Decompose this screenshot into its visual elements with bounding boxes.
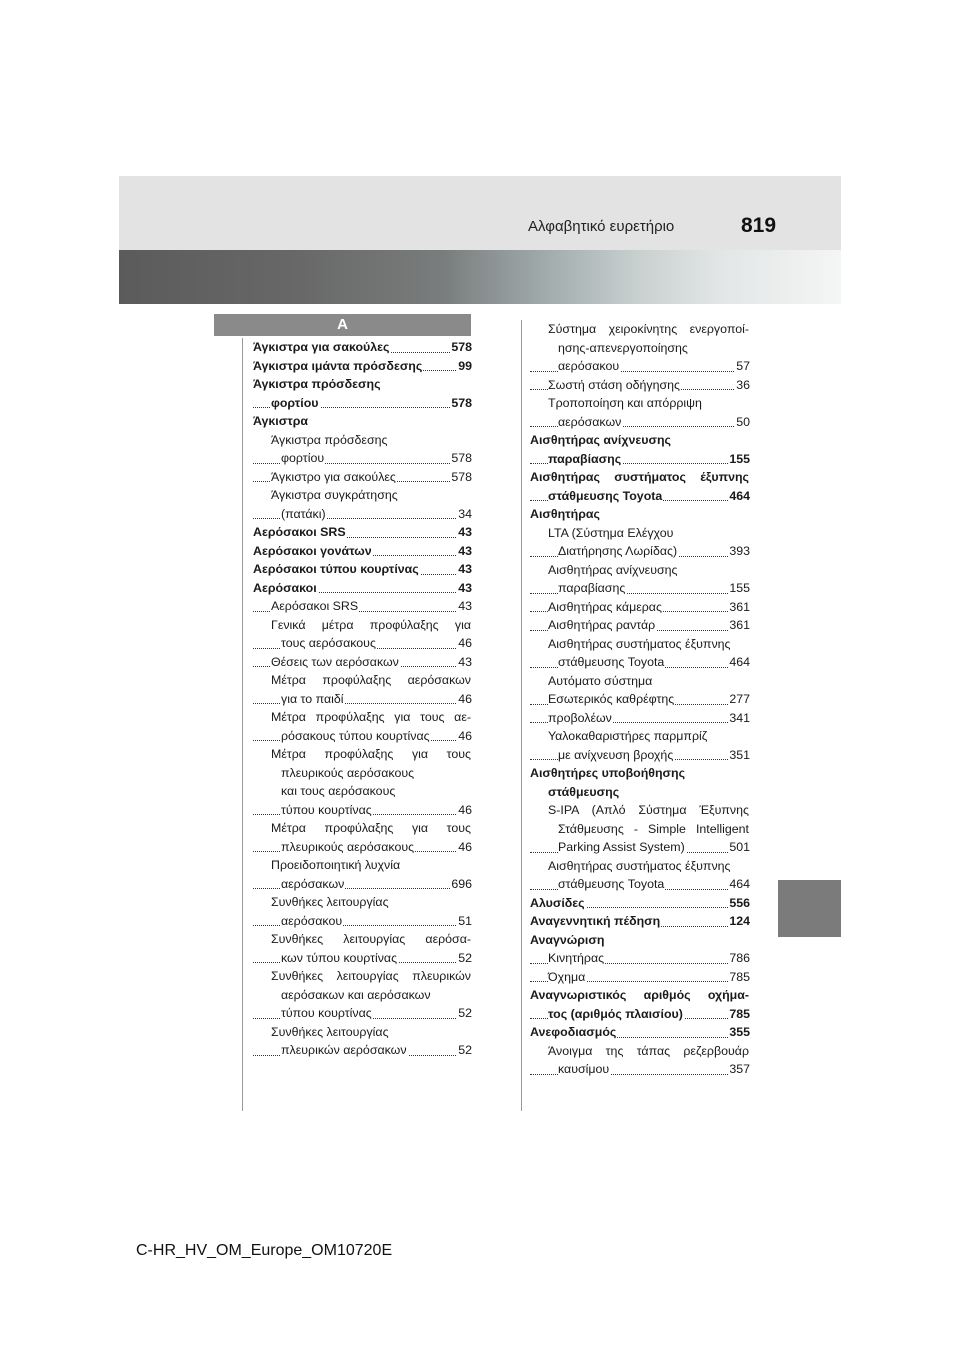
index-entry bbox=[253, 394, 472, 413]
index-entry-page: 578 bbox=[450, 338, 472, 357]
index-entry-page: 464 bbox=[728, 875, 750, 894]
index-entry bbox=[530, 598, 750, 617]
index-entry bbox=[253, 523, 472, 542]
index-entry-term: Άγκιστρα ιμάντα πρόσδεσης bbox=[253, 358, 423, 373]
index-entry-page: 43 bbox=[457, 597, 472, 616]
index-entry bbox=[253, 338, 472, 357]
index-entry bbox=[530, 320, 750, 339]
index-entry bbox=[530, 727, 750, 746]
index-entry bbox=[530, 394, 750, 413]
index-entry-term: Όχημα bbox=[548, 969, 586, 984]
index-entry bbox=[530, 653, 750, 672]
index-entry bbox=[530, 912, 750, 931]
index-entry-page: 578 bbox=[450, 449, 472, 468]
index-entry-term: Άνοιγμα της τάπας ρεζερβουάρ bbox=[548, 1043, 749, 1058]
index-entry-page: 46 bbox=[457, 634, 472, 653]
index-entry bbox=[253, 1041, 472, 1060]
index-entry-term: Άγκιστρα συγκράτησης bbox=[271, 488, 398, 502]
index-entry-page: 50 bbox=[735, 413, 750, 432]
index-entry-page: 464 bbox=[728, 653, 750, 672]
index-entry bbox=[253, 801, 472, 820]
index-entry-page: 43 bbox=[457, 523, 472, 542]
index-entry-term: αερόσακων bbox=[281, 876, 345, 891]
index-entry-term: Σωστή στάση οδήγησης bbox=[548, 377, 680, 392]
index-entry-term: S-IPA (Απλό Σύστημα Έξυπνης bbox=[548, 803, 749, 817]
index-entry-page: 36 bbox=[735, 376, 750, 395]
index-entry-page: 578 bbox=[450, 468, 472, 487]
index-entry bbox=[530, 857, 750, 876]
index-entry-term: Ανεφοδιασμός bbox=[530, 1025, 617, 1039]
index-entry bbox=[530, 746, 750, 765]
index-entry bbox=[530, 524, 750, 543]
column-rule-left bbox=[242, 338, 243, 1111]
index-entry-term: και τους αερόσακους bbox=[281, 784, 396, 798]
index-entry-page: 46 bbox=[457, 690, 472, 709]
index-entry bbox=[530, 487, 750, 506]
index-entry-term: πλευρικών αερόσακων bbox=[281, 1043, 407, 1057]
index-entry-term: Τροποποίηση και απόρριψη bbox=[548, 396, 702, 410]
index-entry bbox=[530, 542, 750, 561]
chapter-thumb-tab bbox=[778, 880, 841, 937]
index-entry-term: κων τύπου κουρτίνας bbox=[281, 950, 398, 965]
index-entry bbox=[530, 505, 750, 524]
index-entry-term: στάθμευσης Toyota bbox=[548, 488, 663, 503]
index-entry bbox=[253, 690, 472, 709]
index-entry bbox=[530, 894, 750, 913]
index-entry-term: Στάθμευσης - Simple Intelligent bbox=[558, 821, 749, 836]
index-entry bbox=[530, 616, 750, 635]
index-entry bbox=[253, 745, 472, 764]
index-entry-page: 46 bbox=[457, 838, 472, 857]
index-entry bbox=[253, 912, 472, 931]
index-entry-term: Αερόσακοι bbox=[253, 580, 317, 595]
index-entry bbox=[253, 856, 472, 875]
index-entry bbox=[530, 339, 750, 358]
index-entry-term: Συνθήκες λειτουργίας πλευρικών bbox=[271, 969, 471, 983]
index-entry-term: Αερόσακοι SRS bbox=[271, 599, 359, 613]
index-entry-page: 51 bbox=[457, 912, 472, 931]
index-entry bbox=[253, 819, 472, 838]
index-entry bbox=[253, 986, 472, 1005]
index-entry-term: ησης-απενεργοποίησης bbox=[558, 340, 688, 355]
index-entry-term: Αισθητήρας ανίχνευσης bbox=[548, 562, 678, 577]
index-entry-term: καυσίμου bbox=[558, 1062, 610, 1076]
index-entry-term: Άγκιστρα πρόσδεσης bbox=[271, 432, 388, 447]
index-entry bbox=[530, 968, 750, 987]
index-entry-term: Άγκιστρα bbox=[253, 414, 309, 428]
index-entry bbox=[253, 1004, 472, 1023]
index-entry-term: Αερόσακοι γονάτων bbox=[253, 543, 372, 558]
index-entry-term: Σύστημα χειροκίνητης ενεργοποί- bbox=[548, 322, 749, 336]
index-entry-term: Αυτόματο σύστημα bbox=[548, 673, 653, 688]
index-entry-term: Υαλοκαθαριστήρες παρμπρίζ bbox=[548, 729, 708, 743]
index-entry-term: παραβίασης bbox=[558, 581, 626, 595]
index-entry-page: 52 bbox=[457, 1004, 472, 1023]
index-entry-term: τύπου κουρτίνας bbox=[281, 1006, 372, 1020]
index-entry bbox=[530, 1023, 750, 1042]
index-entry-term: Αισθητήρας ραντάρ bbox=[548, 618, 656, 632]
index-entry-page: 43 bbox=[457, 542, 472, 561]
index-entry-term: αερόσακων bbox=[558, 414, 622, 429]
index-entry-term: Μέτρα προφύλαξης για τους bbox=[271, 821, 471, 835]
index-entry-page: 464 bbox=[728, 487, 750, 506]
index-entry-term: με ανίχνευση βροχής bbox=[558, 747, 674, 762]
index-entry-term: πλευρικούς αερόσακους bbox=[281, 839, 415, 854]
index-entry bbox=[530, 672, 750, 691]
index-entry-page: 46 bbox=[457, 727, 472, 746]
index-entry-term: τύπου κουρτίνας bbox=[281, 802, 372, 817]
index-entry-page: 361 bbox=[728, 598, 750, 617]
index-entry bbox=[530, 1005, 750, 1024]
index-entry bbox=[253, 412, 472, 431]
index-entry-term: Μέτρα προφύλαξης για τους αε- bbox=[271, 710, 471, 724]
index-entry-term: φορτίου bbox=[281, 451, 325, 465]
index-entry bbox=[530, 413, 750, 432]
index-entry-term: Αισθητήρες υποβοήθησης bbox=[530, 766, 686, 780]
index-entry-term: Εσωτερικός καθρέφτης bbox=[548, 692, 675, 706]
index-entry bbox=[253, 634, 472, 653]
index-entry-term: Προειδοποιητική λυχνία bbox=[271, 858, 401, 872]
index-entry bbox=[530, 579, 750, 598]
index-entry bbox=[253, 597, 472, 616]
index-entry bbox=[253, 616, 472, 635]
index-entry-term: τος (αριθμός πλαισίου) bbox=[548, 1006, 683, 1021]
index-entry-term: Αερόσακοι SRS bbox=[253, 525, 346, 539]
index-entry-page: 355 bbox=[728, 1023, 750, 1042]
index-entry-page: 46 bbox=[457, 801, 472, 820]
index-entry bbox=[253, 671, 472, 690]
index-entry bbox=[253, 653, 472, 672]
index-entry-term: Γενικά μέτρα προφύλαξης για bbox=[271, 617, 471, 632]
index-entry bbox=[530, 450, 750, 469]
index-entry-term: παραβίασης bbox=[548, 451, 622, 466]
index-entry bbox=[530, 561, 750, 580]
index-entry-term: Κινητήρας bbox=[548, 951, 605, 965]
column-rule-right bbox=[521, 320, 522, 1111]
index-entry-term: Άγκιστρα πρόσδεσης bbox=[253, 377, 381, 391]
index-entry bbox=[253, 505, 472, 524]
index-entry bbox=[530, 690, 750, 709]
index-entry-page: 351 bbox=[728, 746, 750, 765]
index-entry-page: 578 bbox=[450, 394, 472, 413]
index-entry-term: Μέτρα προφύλαξης αερόσακων bbox=[271, 673, 471, 687]
index-entry bbox=[530, 376, 750, 395]
index-entry bbox=[253, 930, 472, 949]
index-entry-term: Συνθήκες λειτουργίας bbox=[271, 895, 389, 909]
index-entry-term: Αλυσίδες bbox=[530, 895, 585, 910]
index-entry bbox=[253, 542, 472, 561]
index-entry-term: φορτίου bbox=[271, 395, 319, 410]
index-entry-page: 43 bbox=[457, 560, 472, 579]
index-entry-term: Διατήρησης Λωρίδας) bbox=[558, 544, 678, 558]
index-entry bbox=[530, 764, 750, 783]
index-entry-term: Αισθητήρας συστήματος έξυπνης bbox=[530, 470, 749, 484]
page-number: 819 bbox=[741, 214, 777, 237]
index-entry-term: αερόσακου bbox=[558, 359, 620, 373]
index-entry bbox=[253, 468, 472, 487]
index-entry-term: Αναγνώριση bbox=[530, 932, 605, 947]
index-entry bbox=[530, 931, 750, 950]
index-entry bbox=[253, 893, 472, 912]
index-entry-page: 43 bbox=[457, 653, 472, 672]
index-entry-page: 277 bbox=[728, 690, 750, 709]
index-entry-page: 357 bbox=[728, 1060, 750, 1079]
index-entry-term: Συνθήκες λειτουργίας αερόσα- bbox=[271, 932, 471, 946]
index-entry bbox=[253, 431, 472, 450]
index-entry bbox=[530, 801, 750, 820]
index-entry bbox=[253, 967, 472, 986]
index-entry-page: 785 bbox=[728, 1005, 750, 1024]
index-column-right bbox=[530, 320, 750, 1079]
index-entry bbox=[530, 709, 750, 728]
index-entry bbox=[530, 431, 750, 450]
section-letter-header: A bbox=[214, 314, 471, 336]
index-entry-term: Συνθήκες λειτουργίας bbox=[271, 1024, 389, 1039]
index-entry-term: αερόσακων και αερόσακων bbox=[281, 987, 431, 1002]
index-entry bbox=[253, 708, 472, 727]
document-code-footer: C-HR_HV_OM_Europe_OM10720E bbox=[136, 1242, 393, 1259]
index-entry bbox=[530, 875, 750, 894]
index-entry-term: πλευρικούς αερόσακους bbox=[281, 765, 415, 780]
index-entry bbox=[530, 468, 750, 487]
index-entry-page: 124 bbox=[728, 912, 750, 931]
index-entry-page: 696 bbox=[450, 875, 472, 894]
index-entry-page: 57 bbox=[735, 357, 750, 376]
index-entry-term: Θέσεις των αερόσακων bbox=[271, 654, 399, 669]
index-entry-page: 52 bbox=[457, 949, 472, 968]
index-entry-term: Parking Assist System) bbox=[558, 840, 685, 854]
index-entry-term: στάθμευσης Toyota bbox=[558, 877, 665, 891]
index-entry bbox=[253, 486, 472, 505]
index-entry-page: 393 bbox=[728, 542, 750, 561]
index-entry-term: ρόσακους τύπου κουρτίνας bbox=[281, 728, 430, 743]
index-entry-term: Μέτρα προφύλαξης για τους bbox=[271, 747, 471, 761]
index-entry-term: Αισθητήρας ανίχνευσης bbox=[530, 433, 671, 447]
index-entry bbox=[253, 764, 472, 783]
index-entry bbox=[253, 449, 472, 468]
index-entry-page: 341 bbox=[728, 709, 750, 728]
index-entry-term: (πατάκι) bbox=[281, 506, 326, 521]
index-entry bbox=[530, 949, 750, 968]
index-entry bbox=[530, 838, 750, 857]
index-entry-term: Αισθητήρας κάμερας bbox=[548, 599, 662, 614]
index-entry-term: Αναγεννητική πέδηση bbox=[530, 914, 661, 928]
index-entry-term: τους αερόσακους bbox=[281, 636, 376, 650]
index-entry-page: 34 bbox=[457, 505, 472, 524]
index-entry-page: 501 bbox=[728, 838, 750, 857]
index-entry-term: Αερόσακοι τύπου κουρτίνας bbox=[253, 562, 419, 576]
index-entry bbox=[253, 579, 472, 598]
index-entry bbox=[530, 1060, 750, 1079]
index-entry bbox=[530, 357, 750, 376]
index-entry-term: Άγκιστρο για σακούλες bbox=[271, 469, 396, 484]
index-entry-page: 43 bbox=[457, 579, 472, 598]
index-entry bbox=[530, 1042, 750, 1061]
index-entry bbox=[530, 820, 750, 839]
index-entry bbox=[253, 727, 472, 746]
index-entry bbox=[253, 782, 472, 801]
index-entry-term: στάθμευσης bbox=[548, 784, 620, 799]
index-entry-term: Άγκιστρα για σακούλες bbox=[253, 340, 390, 354]
index-entry-page: 556 bbox=[728, 894, 750, 913]
header-gradient-band bbox=[119, 250, 841, 304]
index-entry bbox=[253, 375, 472, 394]
index-entry-term: LTA (Σύστημα Ελέγχου bbox=[548, 525, 674, 540]
index-entry bbox=[253, 875, 472, 894]
index-entry bbox=[530, 783, 750, 802]
index-entry bbox=[530, 986, 750, 1005]
index-entry bbox=[253, 1023, 472, 1042]
index-entry-term: Αισθητήρας συστήματος έξυπνης bbox=[548, 858, 731, 873]
index-entry-page: 99 bbox=[457, 357, 472, 376]
index-entry bbox=[253, 357, 472, 376]
page-header-title: Αλφαβητικό ευρετήριο bbox=[528, 218, 675, 235]
index-entry-page: 155 bbox=[728, 450, 750, 469]
index-entry-term: Αισθητήρας bbox=[530, 507, 600, 521]
index-entry-page: 361 bbox=[728, 616, 750, 635]
index-entry bbox=[530, 635, 750, 654]
index-entry-term: αερόσακου bbox=[281, 913, 343, 928]
index-entry-term: Αναγνωριστικός αριθμός οχήμα- bbox=[530, 988, 749, 1002]
index-entry-page: 52 bbox=[457, 1041, 472, 1060]
index-entry bbox=[253, 560, 472, 579]
index-entry-page: 155 bbox=[728, 579, 750, 598]
index-entry bbox=[253, 949, 472, 968]
index-entry-page: 786 bbox=[728, 949, 750, 968]
index-entry-term: για το παιδί bbox=[281, 691, 344, 706]
index-entry-term: Αισθητήρας συστήματος έξυπνης bbox=[548, 636, 731, 651]
index-entry-term: στάθμευσης Toyota bbox=[558, 655, 665, 669]
index-entry bbox=[253, 838, 472, 857]
header-top-band bbox=[119, 176, 841, 250]
index-entry-term: προβολέων bbox=[548, 710, 612, 725]
index-entry-page: 785 bbox=[728, 968, 750, 987]
index-column-left bbox=[253, 338, 472, 1060]
